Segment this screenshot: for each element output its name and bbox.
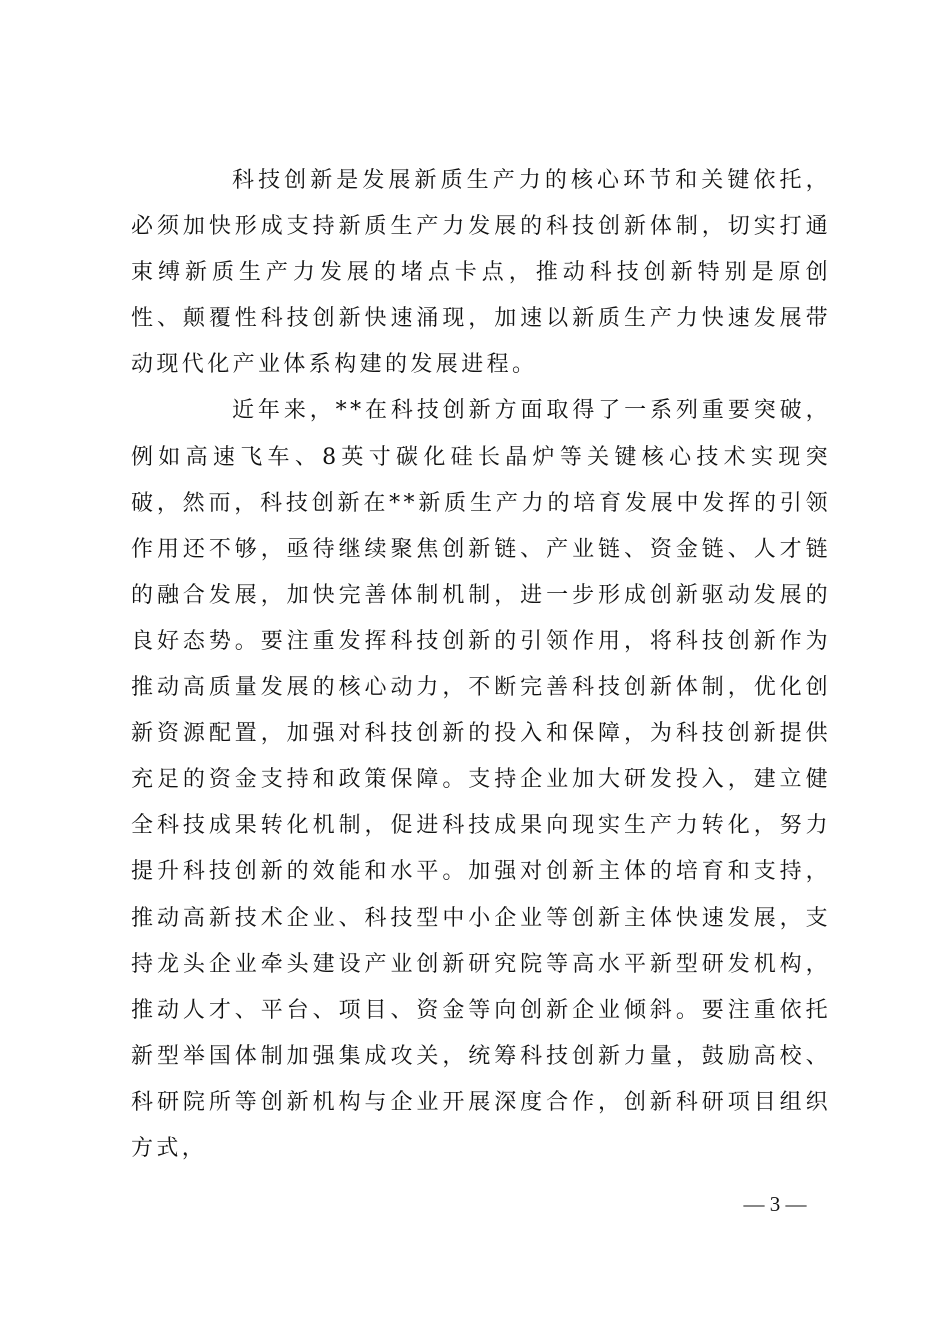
paragraph-2: 近年来，**在科技创新方面取得了一系列重要突破，例如高速飞车、8英寸碳化硅长晶炉等关键核心技术实现突破，然而，科技创新在**新质生产力的培育发展中发挥的引领作用还不够，亟待继续聚焦创新链、产业链、资金链、人才链的融合发展，加快完善体制机制，进一步形成创新驱动发展的良好态势。要注重发挥科技创新的引领作用，将科技创新作为推动高质量发展的核心动力，不断完善科技创新体制，优化创新资源配置，加强对科技创新的投入和保障，为科技创新提供充足的资金支持和政策保障。支持企业加大研发投入，建立健全科技成果转化机制，促进科技成果向现实生产力转化，努力提升科技创新的效能和水平。加强对创新主体的培育和支持，推动高新技术企业、科技型中小企业等创新主体快速发展，支持龙头企业牵头建设产业创新研究院等高水平新型研发机构，推动人才、平台、项目、资金等向创新企业倾斜。要注重依托新型举国体制加强集成攻关，统筹科技创新力量，鼓励高校、科研院所等创新机构与企业开展深度合作，创新科研项目组织方式， <box>131 398 831 1161</box>
page-number: — 3 — <box>743 1192 807 1216</box>
paragraph-1: 科技创新是发展新质生产力的核心环节和关键依托，必须加快形成支持新质生产力发展的科技创新体制，切实打通束缚新质生产力发展的堵点卡点，推动科技创新特别是原创性、颠覆性科技创新快速涌现，加速以新质生产力快速发展带动现代化产业体系构建的发展进程。 <box>131 168 831 378</box>
body-text <box>131 158 831 1172</box>
